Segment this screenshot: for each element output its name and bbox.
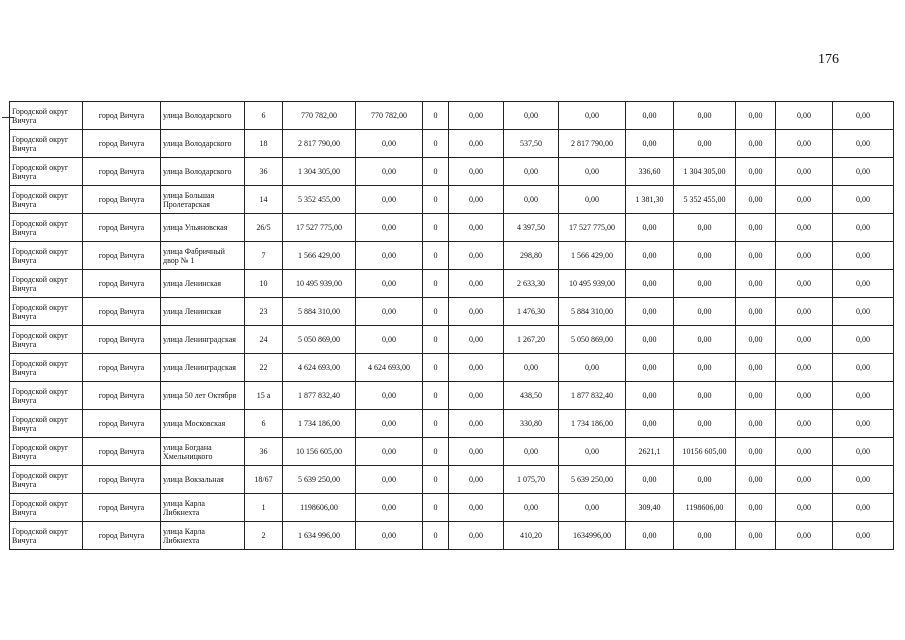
total-cost-cell: 5 050 869,00 xyxy=(283,326,356,354)
municipality-cell: Городской округ Вичуга xyxy=(10,242,83,270)
value-col-15-cell: 0,00 xyxy=(833,130,894,158)
street-cell: улица Ленинская xyxy=(161,270,245,298)
house-number-cell: 26/5 xyxy=(245,214,283,242)
house-number-cell: 15 а xyxy=(245,382,283,410)
value-col-14-cell: 0,00 xyxy=(776,298,833,326)
house-number-cell: 2 xyxy=(245,522,283,550)
area-col-9-cell: 330,80 xyxy=(504,410,559,438)
street-cell: улица Ленинградская xyxy=(161,354,245,382)
value-col-14-cell: 0,00 xyxy=(776,326,833,354)
value-col-13-cell: 0,00 xyxy=(736,214,776,242)
value-col-14-cell: 0,00 xyxy=(776,270,833,298)
table-row xyxy=(10,242,894,270)
municipality-cell: Городской округ Вичуга xyxy=(10,354,83,382)
settlement-cell: город Вичуга xyxy=(83,522,161,550)
area-col-9-cell: 0,00 xyxy=(504,186,559,214)
cost-col-10-cell: 1 566 429,00 xyxy=(559,242,626,270)
settlement-cell: город Вичуга xyxy=(83,466,161,494)
value-col-14-cell: 0,00 xyxy=(776,466,833,494)
area-col-11-cell: 309,40 xyxy=(626,494,674,522)
area-col-9-cell: 298,80 xyxy=(504,242,559,270)
table-row xyxy=(10,410,894,438)
total-cost-cell: 1 877 832,40 xyxy=(283,382,356,410)
street-cell: улица Ленинградская xyxy=(161,326,245,354)
cost-col-6-cell: 770 782,00 xyxy=(356,102,423,130)
house-number-cell: 1 xyxy=(245,494,283,522)
count-col-7-cell: 0 xyxy=(423,298,449,326)
area-col-9-cell: 438,50 xyxy=(504,382,559,410)
value-col-15-cell: 0,00 xyxy=(833,438,894,466)
value-col-8-cell: 0,00 xyxy=(449,522,504,550)
value-col-8-cell: 0,00 xyxy=(449,102,504,130)
house-number-cell: 36 xyxy=(245,438,283,466)
cost-col-12-cell: 0,00 xyxy=(674,130,736,158)
cost-col-12-cell: 0,00 xyxy=(674,102,736,130)
cost-col-10-cell: 0,00 xyxy=(559,438,626,466)
cost-col-10-cell: 1 877 832,40 xyxy=(559,382,626,410)
value-col-14-cell: 0,00 xyxy=(776,354,833,382)
area-col-9-cell: 0,00 xyxy=(504,102,559,130)
settlement-cell: город Вичуга xyxy=(83,494,161,522)
street-cell: улица Ленинская xyxy=(161,298,245,326)
value-col-14-cell: 0,00 xyxy=(776,382,833,410)
area-col-11-cell: 0,00 xyxy=(626,382,674,410)
cost-col-10-cell: 0,00 xyxy=(559,186,626,214)
cost-col-6-cell: 0,00 xyxy=(356,158,423,186)
house-number-cell: 6 xyxy=(245,102,283,130)
cost-col-12-cell: 0,00 xyxy=(674,354,736,382)
municipality-cell: Городской округ Вичуга xyxy=(10,130,83,158)
cost-col-12-cell: 0,00 xyxy=(674,382,736,410)
value-col-14-cell: 0,00 xyxy=(776,186,833,214)
count-col-7-cell: 0 xyxy=(423,354,449,382)
value-col-15-cell: 0,00 xyxy=(833,522,894,550)
house-number-cell: 22 xyxy=(245,354,283,382)
area-col-11-cell: 0,00 xyxy=(626,214,674,242)
cost-col-6-cell: 0,00 xyxy=(356,494,423,522)
value-col-8-cell: 0,00 xyxy=(449,158,504,186)
street-cell: улица Фабричный двор № 1 xyxy=(161,242,245,270)
total-cost-cell: 1 304 305,00 xyxy=(283,158,356,186)
municipality-cell: Городской округ Вичуга xyxy=(10,298,83,326)
value-col-13-cell: 0,00 xyxy=(736,102,776,130)
table-row xyxy=(10,494,894,522)
area-col-9-cell: 1 267,20 xyxy=(504,326,559,354)
street-cell: улица Вокзальная xyxy=(161,466,245,494)
value-col-13-cell: 0,00 xyxy=(736,242,776,270)
cost-col-10-cell: 0,00 xyxy=(559,354,626,382)
value-col-15-cell: 0,00 xyxy=(833,158,894,186)
value-col-8-cell: 0,00 xyxy=(449,326,504,354)
value-col-15-cell: 0,00 xyxy=(833,102,894,130)
house-number-cell: 14 xyxy=(245,186,283,214)
value-col-8-cell: 0,00 xyxy=(449,410,504,438)
area-col-11-cell: 0,00 xyxy=(626,522,674,550)
cost-col-12-cell: 0,00 xyxy=(674,522,736,550)
area-col-11-cell: 0,00 xyxy=(626,326,674,354)
area-col-9-cell: 0,00 xyxy=(504,438,559,466)
total-cost-cell: 10 495 939,00 xyxy=(283,270,356,298)
settlement-cell: город Вичуга xyxy=(83,382,161,410)
value-col-14-cell: 0,00 xyxy=(776,410,833,438)
value-col-13-cell: 0,00 xyxy=(736,354,776,382)
value-col-15-cell: 0,00 xyxy=(833,494,894,522)
table-row xyxy=(10,326,894,354)
cost-col-10-cell: 10 495 939,00 xyxy=(559,270,626,298)
value-col-13-cell: 0,00 xyxy=(736,410,776,438)
cost-col-6-cell: 0,00 xyxy=(356,130,423,158)
municipality-cell: Городской округ Вичуга xyxy=(10,158,83,186)
cost-col-6-cell: 0,00 xyxy=(356,522,423,550)
area-col-11-cell: 0,00 xyxy=(626,270,674,298)
value-col-13-cell: 0,00 xyxy=(736,466,776,494)
table-row xyxy=(10,186,894,214)
count-col-7-cell: 0 xyxy=(423,242,449,270)
count-col-7-cell: 0 xyxy=(423,522,449,550)
settlement-cell: город Вичуга xyxy=(83,242,161,270)
value-col-14-cell: 0,00 xyxy=(776,242,833,270)
table-row xyxy=(10,270,894,298)
table-row xyxy=(10,382,894,410)
municipality-cell: Городской округ Вичуга xyxy=(10,270,83,298)
cost-col-6-cell: 0,00 xyxy=(356,186,423,214)
total-cost-cell: 770 782,00 xyxy=(283,102,356,130)
municipality-cell: Городской округ Вичуга xyxy=(10,326,83,354)
area-col-9-cell: 0,00 xyxy=(504,158,559,186)
cost-col-6-cell: 4 624 693,00 xyxy=(356,354,423,382)
cost-col-12-cell: 10156 605,00 xyxy=(674,438,736,466)
area-col-11-cell: 2621,1 xyxy=(626,438,674,466)
value-col-8-cell: 0,00 xyxy=(449,494,504,522)
municipality-cell: Городской округ Вичуга xyxy=(10,466,83,494)
settlement-cell: город Вичуга xyxy=(83,158,161,186)
value-col-14-cell: 0,00 xyxy=(776,438,833,466)
value-col-13-cell: 0,00 xyxy=(736,494,776,522)
cost-col-12-cell: 0,00 xyxy=(674,410,736,438)
house-number-cell: 6 xyxy=(245,410,283,438)
street-cell: улица Ульяновская xyxy=(161,214,245,242)
count-col-7-cell: 0 xyxy=(423,270,449,298)
count-col-7-cell: 0 xyxy=(423,382,449,410)
cost-col-10-cell: 5 639 250,00 xyxy=(559,466,626,494)
house-number-cell: 23 xyxy=(245,298,283,326)
value-col-15-cell: 0,00 xyxy=(833,214,894,242)
value-col-13-cell: 0,00 xyxy=(736,522,776,550)
cost-col-12-cell: 5 352 455,00 xyxy=(674,186,736,214)
count-col-7-cell: 0 xyxy=(423,186,449,214)
table-row xyxy=(10,158,894,186)
value-col-15-cell: 0,00 xyxy=(833,354,894,382)
street-cell: улица Богдана Хмельницкого xyxy=(161,438,245,466)
value-col-13-cell: 0,00 xyxy=(736,186,776,214)
cost-col-6-cell: 0,00 xyxy=(356,382,423,410)
value-col-14-cell: 0,00 xyxy=(776,102,833,130)
area-col-9-cell: 0,00 xyxy=(504,494,559,522)
municipality-cell: Городской округ Вичуга xyxy=(10,494,83,522)
settlement-cell: город Вичуга xyxy=(83,438,161,466)
table-row xyxy=(10,522,894,550)
street-cell: улица Большая Пролетарская xyxy=(161,186,245,214)
area-col-11-cell: 0,00 xyxy=(626,298,674,326)
value-col-8-cell: 0,00 xyxy=(449,270,504,298)
cost-col-12-cell: 1 304 305,00 xyxy=(674,158,736,186)
settlement-cell: город Вичуга xyxy=(83,354,161,382)
table-row xyxy=(10,354,894,382)
area-col-11-cell: 0,00 xyxy=(626,466,674,494)
value-col-14-cell: 0,00 xyxy=(776,494,833,522)
cost-col-6-cell: 0,00 xyxy=(356,214,423,242)
value-col-8-cell: 0,00 xyxy=(449,438,504,466)
total-cost-cell: 17 527 775,00 xyxy=(283,214,356,242)
street-cell: улица Карла Либкнехта xyxy=(161,522,245,550)
value-col-14-cell: 0,00 xyxy=(776,130,833,158)
value-col-13-cell: 0,00 xyxy=(736,270,776,298)
value-col-8-cell: 0,00 xyxy=(449,298,504,326)
value-col-8-cell: 0,00 xyxy=(449,466,504,494)
count-col-7-cell: 0 xyxy=(423,326,449,354)
table-row xyxy=(10,102,894,130)
count-col-7-cell: 0 xyxy=(423,410,449,438)
house-number-cell: 24 xyxy=(245,326,283,354)
value-col-15-cell: 0,00 xyxy=(833,298,894,326)
value-col-13-cell: 0,00 xyxy=(736,382,776,410)
count-col-7-cell: 0 xyxy=(423,466,449,494)
cost-col-6-cell: 0,00 xyxy=(356,270,423,298)
value-col-15-cell: 0,00 xyxy=(833,466,894,494)
house-number-cell: 10 xyxy=(245,270,283,298)
value-col-14-cell: 0,00 xyxy=(776,214,833,242)
settlement-cell: город Вичуга xyxy=(83,186,161,214)
area-col-11-cell: 0,00 xyxy=(626,354,674,382)
value-col-14-cell: 0,00 xyxy=(776,158,833,186)
area-col-9-cell: 4 397,50 xyxy=(504,214,559,242)
cost-col-10-cell: 17 527 775,00 xyxy=(559,214,626,242)
total-cost-cell: 1198606,00 xyxy=(283,494,356,522)
cost-col-10-cell: 1 734 186,00 xyxy=(559,410,626,438)
total-cost-cell: 5 639 250,00 xyxy=(283,466,356,494)
value-col-8-cell: 0,00 xyxy=(449,242,504,270)
table-row xyxy=(10,298,894,326)
area-col-9-cell: 2 633,30 xyxy=(504,270,559,298)
cost-col-12-cell: 0,00 xyxy=(674,270,736,298)
settlement-cell: город Вичуга xyxy=(83,298,161,326)
cost-col-6-cell: 0,00 xyxy=(356,326,423,354)
value-col-8-cell: 0,00 xyxy=(449,354,504,382)
value-col-13-cell: 0,00 xyxy=(736,438,776,466)
house-number-cell: 18 xyxy=(245,130,283,158)
value-col-13-cell: 0,00 xyxy=(736,326,776,354)
municipality-cell: Городской округ Вичуга xyxy=(10,410,83,438)
cost-col-10-cell: 0,00 xyxy=(559,102,626,130)
value-col-15-cell: 0,00 xyxy=(833,326,894,354)
street-cell: улица Володарского xyxy=(161,158,245,186)
value-col-15-cell: 0,00 xyxy=(833,382,894,410)
value-col-14-cell: 0,00 xyxy=(776,522,833,550)
cost-col-10-cell: 5 050 869,00 xyxy=(559,326,626,354)
area-col-11-cell: 336,60 xyxy=(626,158,674,186)
value-col-13-cell: 0,00 xyxy=(736,298,776,326)
cost-col-6-cell: 0,00 xyxy=(356,438,423,466)
street-cell: улица Московская xyxy=(161,410,245,438)
cost-col-6-cell: 0,00 xyxy=(356,410,423,438)
value-col-15-cell: 0,00 xyxy=(833,270,894,298)
register-table xyxy=(9,101,894,550)
count-col-7-cell: 0 xyxy=(423,438,449,466)
cost-col-12-cell: 0,00 xyxy=(674,214,736,242)
area-col-11-cell: 0,00 xyxy=(626,102,674,130)
house-number-cell: 7 xyxy=(245,242,283,270)
municipality-cell: Городской округ Вичуга xyxy=(10,214,83,242)
cost-col-12-cell: 0,00 xyxy=(674,466,736,494)
table-row xyxy=(10,130,894,158)
cost-col-6-cell: 0,00 xyxy=(356,242,423,270)
area-col-11-cell: 0,00 xyxy=(626,130,674,158)
value-col-13-cell: 0,00 xyxy=(736,158,776,186)
cost-col-12-cell: 0,00 xyxy=(674,298,736,326)
value-col-8-cell: 0,00 xyxy=(449,186,504,214)
settlement-cell: город Вичуга xyxy=(83,214,161,242)
area-col-9-cell: 1 476,30 xyxy=(504,298,559,326)
area-col-11-cell: 0,00 xyxy=(626,242,674,270)
street-cell: улица Карла Либкнехта xyxy=(161,494,245,522)
table-row xyxy=(10,466,894,494)
house-number-cell: 36 xyxy=(245,158,283,186)
total-cost-cell: 1 734 186,00 xyxy=(283,410,356,438)
area-col-11-cell: 1 381,30 xyxy=(626,186,674,214)
count-col-7-cell: 0 xyxy=(423,102,449,130)
table-row xyxy=(10,214,894,242)
total-cost-cell: 10 156 605,00 xyxy=(283,438,356,466)
value-col-8-cell: 0,00 xyxy=(449,382,504,410)
count-col-7-cell: 0 xyxy=(423,494,449,522)
total-cost-cell: 4 624 693,00 xyxy=(283,354,356,382)
settlement-cell: город Вичуга xyxy=(83,270,161,298)
area-col-9-cell: 410,20 xyxy=(504,522,559,550)
count-col-7-cell: 0 xyxy=(423,214,449,242)
value-col-15-cell: 0,00 xyxy=(833,242,894,270)
value-col-15-cell: 0,00 xyxy=(833,186,894,214)
value-col-8-cell: 0,00 xyxy=(449,214,504,242)
count-col-7-cell: 0 xyxy=(423,130,449,158)
municipality-cell: Городской округ Вичуга xyxy=(10,522,83,550)
value-col-8-cell: 0,00 xyxy=(449,130,504,158)
cost-col-6-cell: 0,00 xyxy=(356,298,423,326)
value-col-15-cell: 0,00 xyxy=(833,410,894,438)
page-number: 176 xyxy=(818,52,839,67)
area-col-9-cell: 0,00 xyxy=(504,354,559,382)
area-col-9-cell: 537,50 xyxy=(504,130,559,158)
municipality-cell: Городской округ Вичуга xyxy=(10,382,83,410)
house-number-cell: 18/67 xyxy=(245,466,283,494)
street-cell: улица Володарского xyxy=(161,102,245,130)
total-cost-cell: 1 634 996,00 xyxy=(283,522,356,550)
cost-col-12-cell: 0,00 xyxy=(674,326,736,354)
settlement-cell: город Вичуга xyxy=(83,410,161,438)
cost-col-12-cell: 1198606,00 xyxy=(674,494,736,522)
total-cost-cell: 5 352 455,00 xyxy=(283,186,356,214)
settlement-cell: город Вичуга xyxy=(83,130,161,158)
count-col-7-cell: 0 xyxy=(423,158,449,186)
municipality-cell: Городской округ Вичуга xyxy=(10,102,83,130)
area-col-9-cell: 1 075,70 xyxy=(504,466,559,494)
register-table-body xyxy=(10,102,894,550)
settlement-cell: город Вичуга xyxy=(83,102,161,130)
cost-col-10-cell: 0,00 xyxy=(559,158,626,186)
cost-col-6-cell: 0,00 xyxy=(356,466,423,494)
total-cost-cell: 5 884 310,00 xyxy=(283,298,356,326)
cost-col-10-cell: 0,00 xyxy=(559,494,626,522)
cost-col-10-cell: 2 817 790,00 xyxy=(559,130,626,158)
municipality-cell: Городской округ Вичуга xyxy=(10,438,83,466)
settlement-cell: город Вичуга xyxy=(83,326,161,354)
street-cell: улица 50 лет Октября xyxy=(161,382,245,410)
table-row xyxy=(10,438,894,466)
municipality-cell: Городской округ Вичуга xyxy=(10,186,83,214)
street-cell: улица Володарского xyxy=(161,130,245,158)
total-cost-cell: 2 817 790,00 xyxy=(283,130,356,158)
total-cost-cell: 1 566 429,00 xyxy=(283,242,356,270)
area-col-11-cell: 0,00 xyxy=(626,410,674,438)
cost-col-12-cell: 0,00 xyxy=(674,242,736,270)
value-col-13-cell: 0,00 xyxy=(736,130,776,158)
cost-col-10-cell: 5 884 310,00 xyxy=(559,298,626,326)
cost-col-10-cell: 1634996,00 xyxy=(559,522,626,550)
